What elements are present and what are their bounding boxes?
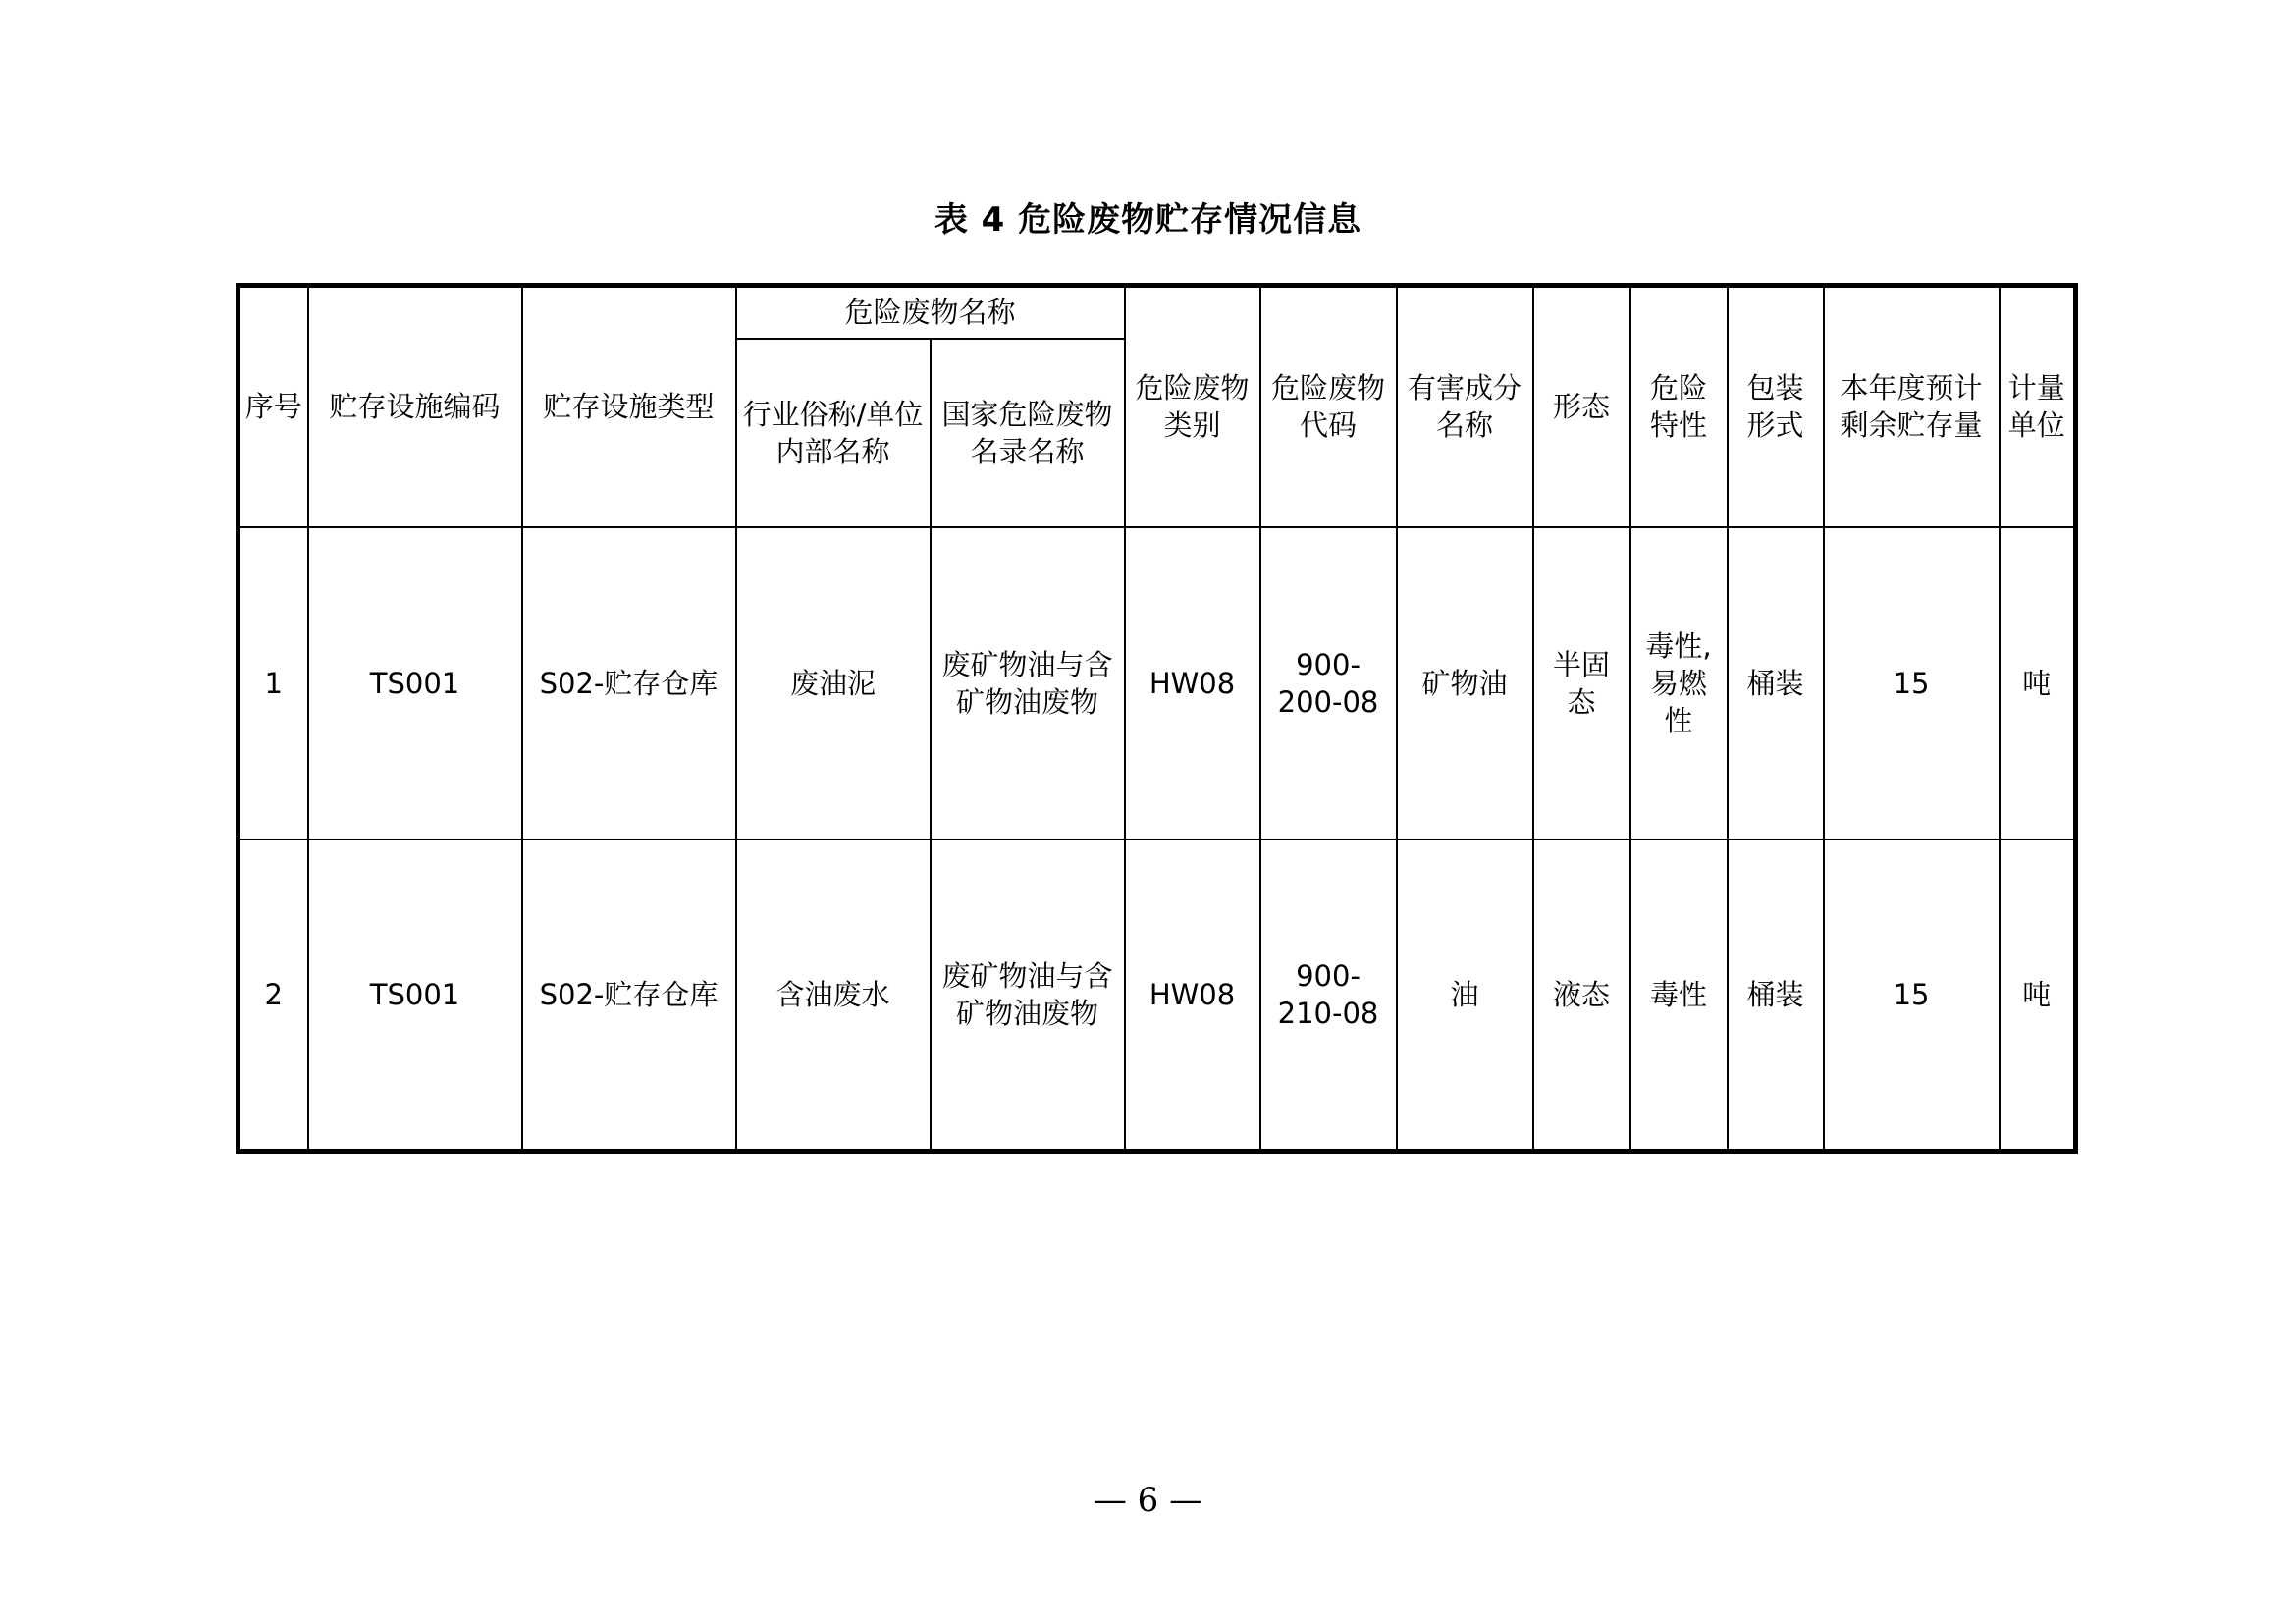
cell-category: HW08 bbox=[1125, 839, 1260, 1152]
cell-seq: 1 bbox=[239, 527, 308, 839]
header-remaining: 本年度预计剩余贮存量 bbox=[1824, 286, 2000, 527]
cell-hazard-property: 毒性,易燃性 bbox=[1630, 527, 1728, 839]
cell-remaining: 15 bbox=[1824, 527, 2000, 839]
cell-industry-name: 含油废水 bbox=[736, 839, 931, 1152]
cell-packaging: 桶装 bbox=[1728, 527, 1824, 839]
cell-facility-code: TS001 bbox=[308, 839, 522, 1152]
cell-industry-name: 废油泥 bbox=[736, 527, 931, 839]
cell-hazard-property: 毒性 bbox=[1630, 839, 1728, 1152]
cell-facility-type: S02-贮存仓库 bbox=[522, 527, 736, 839]
cell-unit: 吨 bbox=[2000, 527, 2076, 839]
cell-hazard-component: 矿物油 bbox=[1397, 527, 1533, 839]
header-industry-name: 行业俗称/单位内部名称 bbox=[736, 339, 931, 527]
hazardous-waste-storage-table bbox=[236, 283, 2078, 1154]
cell-facility-code: TS001 bbox=[308, 527, 522, 839]
header-packaging: 包装形式 bbox=[1728, 286, 1824, 527]
cell-code: 900-210-08 bbox=[1260, 839, 1397, 1152]
cell-packaging: 桶装 bbox=[1728, 839, 1824, 1152]
cell-seq: 2 bbox=[239, 839, 308, 1152]
cell-hazard-component: 油 bbox=[1397, 839, 1533, 1152]
header-facility-code: 贮存设施编码 bbox=[308, 286, 522, 527]
cell-unit: 吨 bbox=[2000, 839, 2076, 1152]
cell-remaining: 15 bbox=[1824, 839, 2000, 1152]
header-waste-name-group: 危险废物名称 bbox=[736, 286, 1125, 339]
header-hazard-property: 危险特性 bbox=[1630, 286, 1728, 527]
table-row bbox=[239, 527, 2076, 839]
table-title: 表 4 危险废物贮存情况信息 bbox=[934, 200, 1362, 240]
header-unit: 计量单位 bbox=[2000, 286, 2076, 527]
cell-code: 900-200-08 bbox=[1260, 527, 1397, 839]
cell-form: 液态 bbox=[1533, 839, 1630, 1152]
header-row-1 bbox=[239, 286, 2076, 339]
header-form: 形态 bbox=[1533, 286, 1630, 527]
header-national-name: 国家危险废物名录名称 bbox=[931, 339, 1125, 527]
header-hazard-component: 有害成分名称 bbox=[1397, 286, 1533, 527]
table-row bbox=[239, 839, 2076, 1152]
page-number: — 6 — bbox=[1093, 1481, 1203, 1520]
cell-facility-type: S02-贮存仓库 bbox=[522, 839, 736, 1152]
cell-form: 半固态 bbox=[1533, 527, 1630, 839]
cell-category: HW08 bbox=[1125, 527, 1260, 839]
cell-national-name: 废矿物油与含矿物油废物 bbox=[931, 839, 1125, 1152]
cell-national-name: 废矿物油与含矿物油废物 bbox=[931, 527, 1125, 839]
header-category: 危险废物类别 bbox=[1125, 286, 1260, 527]
header-facility-type: 贮存设施类型 bbox=[522, 286, 736, 527]
header-code: 危险废物代码 bbox=[1260, 286, 1397, 527]
header-seq: 序号 bbox=[239, 286, 308, 527]
